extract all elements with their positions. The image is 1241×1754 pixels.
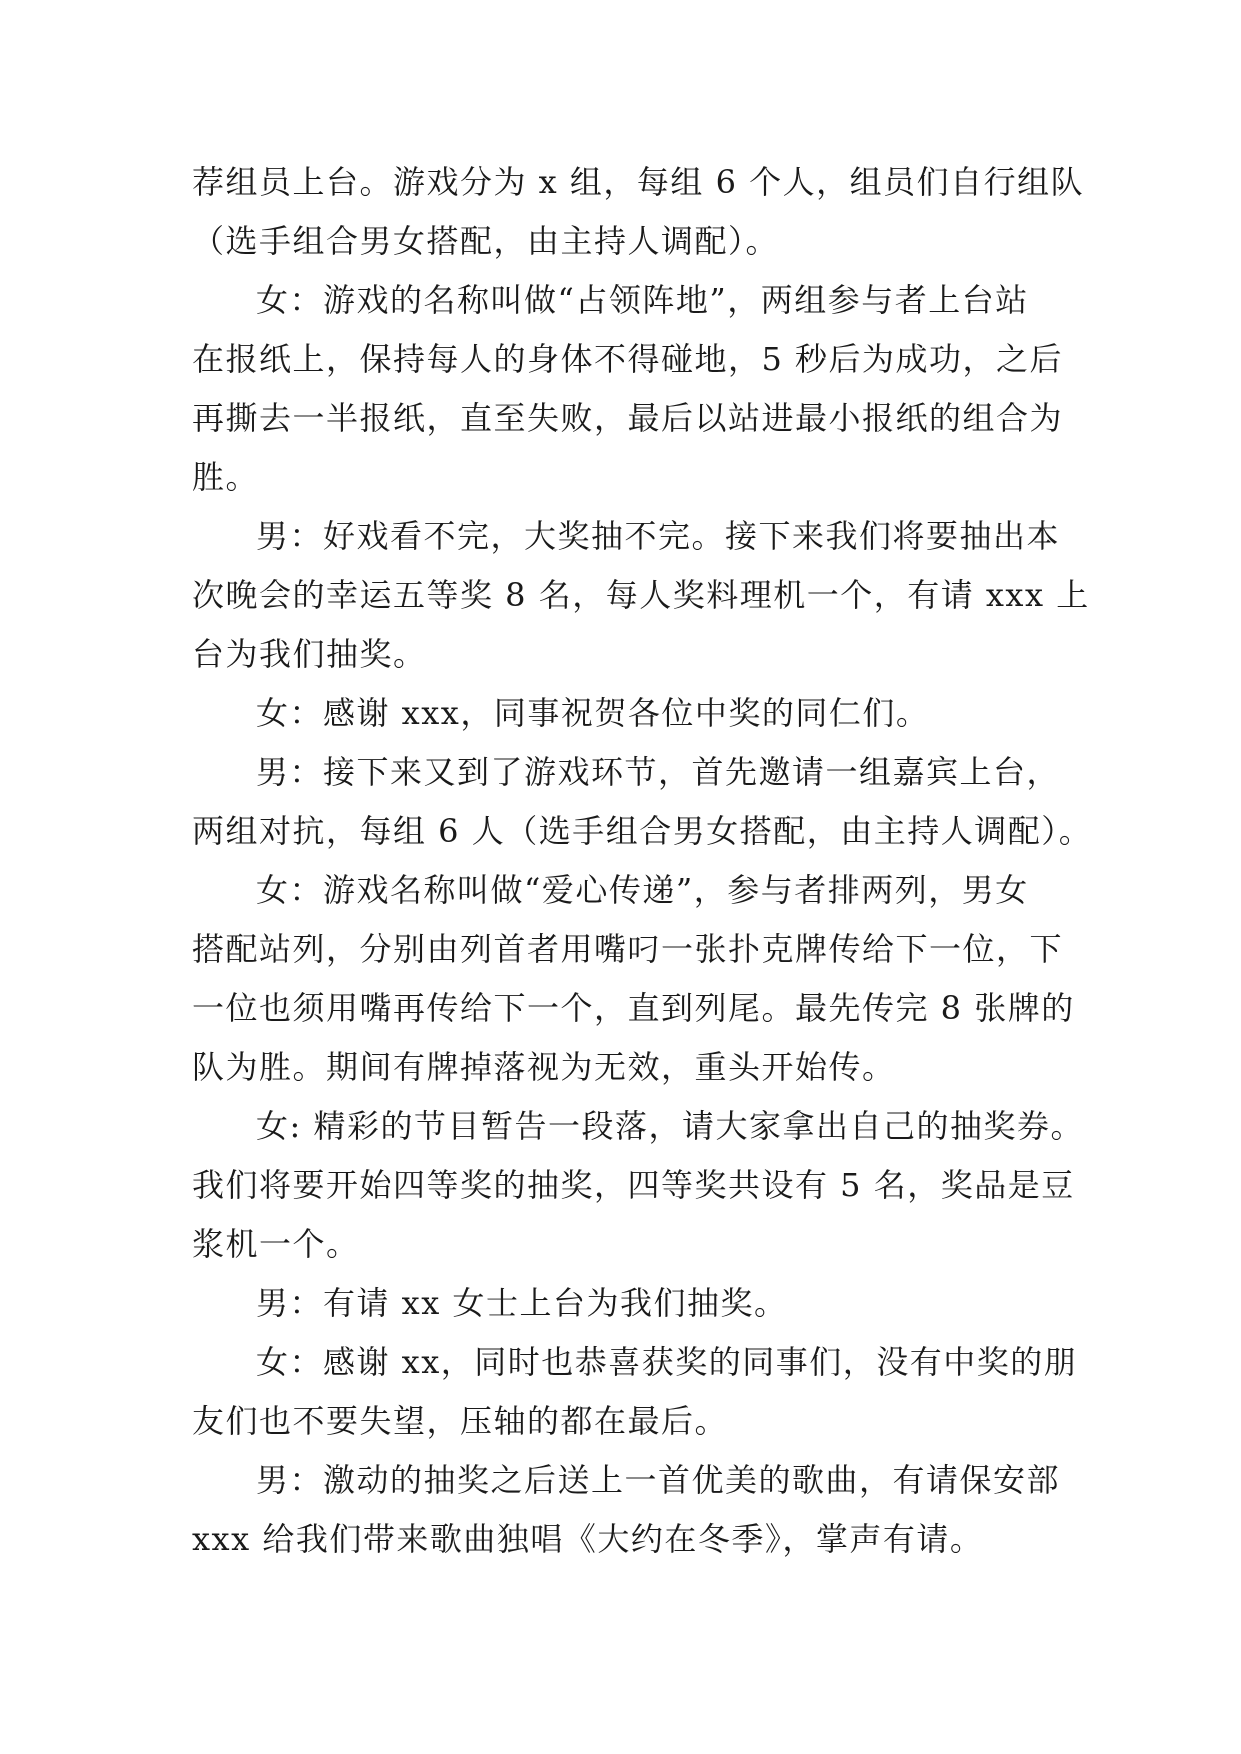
text-line: 胜。	[192, 458, 260, 496]
text-line: 在报纸上，保持每人的身体不得碰地，5 秒后为成功，之后	[192, 340, 1064, 378]
text-line: 搭配站列，分别由列首者用嘴叼一张扑克牌传给下一位，下	[192, 930, 1064, 968]
text-line: 友们也不要失望，压轴的都在最后。	[192, 1402, 729, 1440]
text-line: 两组对抗，每组 6 人（选手组合男女搭配，由主持人调配）。	[192, 812, 1093, 850]
text-line: 女: 精彩的节目暂告一段落，请大家拿出自己的抽奖券。	[256, 1107, 1084, 1145]
text-line: 男：接下来又到了游戏环节，首先邀请一组嘉宾上台，	[256, 753, 1061, 791]
text-line: 男：激动的抽奖之后送上一首优美的歌曲，有请保安部	[256, 1461, 1061, 1499]
text-line: 台为我们抽奖。	[192, 635, 427, 673]
document-body	[192, 158, 1093, 1574]
text-line: xxx 给我们带来歌曲独唱《大约在冬季》，掌声有请。	[192, 1520, 984, 1558]
text-line: 女：游戏名称叫做“爱心传递”，参与者排两列，男女	[256, 871, 1029, 909]
text-line: 次晚会的幸运五等奖 8 名，每人奖料理机一个，有请 xxx 上	[192, 576, 1090, 614]
text-line: 我们将要开始四等奖的抽奖，四等奖共设有 5 名，奖品是豆	[192, 1166, 1075, 1204]
text-line: 男：好戏看不完，大奖抽不完。接下来我们将要抽出本	[256, 517, 1061, 555]
text-line: 浆机一个。	[192, 1225, 360, 1263]
text-line: 女：感谢 xx，同时也恭喜获奖的同事们，没有中奖的朋	[256, 1343, 1078, 1381]
text-line: 荐组员上台。游戏分为 x 组，每组 6 个人，组员们自行组队	[192, 163, 1085, 201]
text-line: 男：有请 xx 女士上台为我们抽奖。	[256, 1284, 788, 1322]
text-line: 女：感谢 xxx，同事祝贺各位中奖的同仁们。	[256, 694, 930, 732]
text-line: 队为胜。期间有牌掉落视为无效，重头开始传。	[192, 1048, 896, 1086]
text-line: （选手组合男女搭配，由主持人调配）。	[192, 222, 780, 260]
text-line: 再撕去一半报纸，直至失败，最后以站进最小报纸的组合为	[192, 399, 1064, 437]
text-line: 女：游戏的名称叫做“占领阵地”，两组参与者上台站	[256, 281, 1029, 319]
text-line: 一位也须用嘴再传给下一个，直到列尾。最先传完 8 张牌的	[192, 989, 1075, 1027]
